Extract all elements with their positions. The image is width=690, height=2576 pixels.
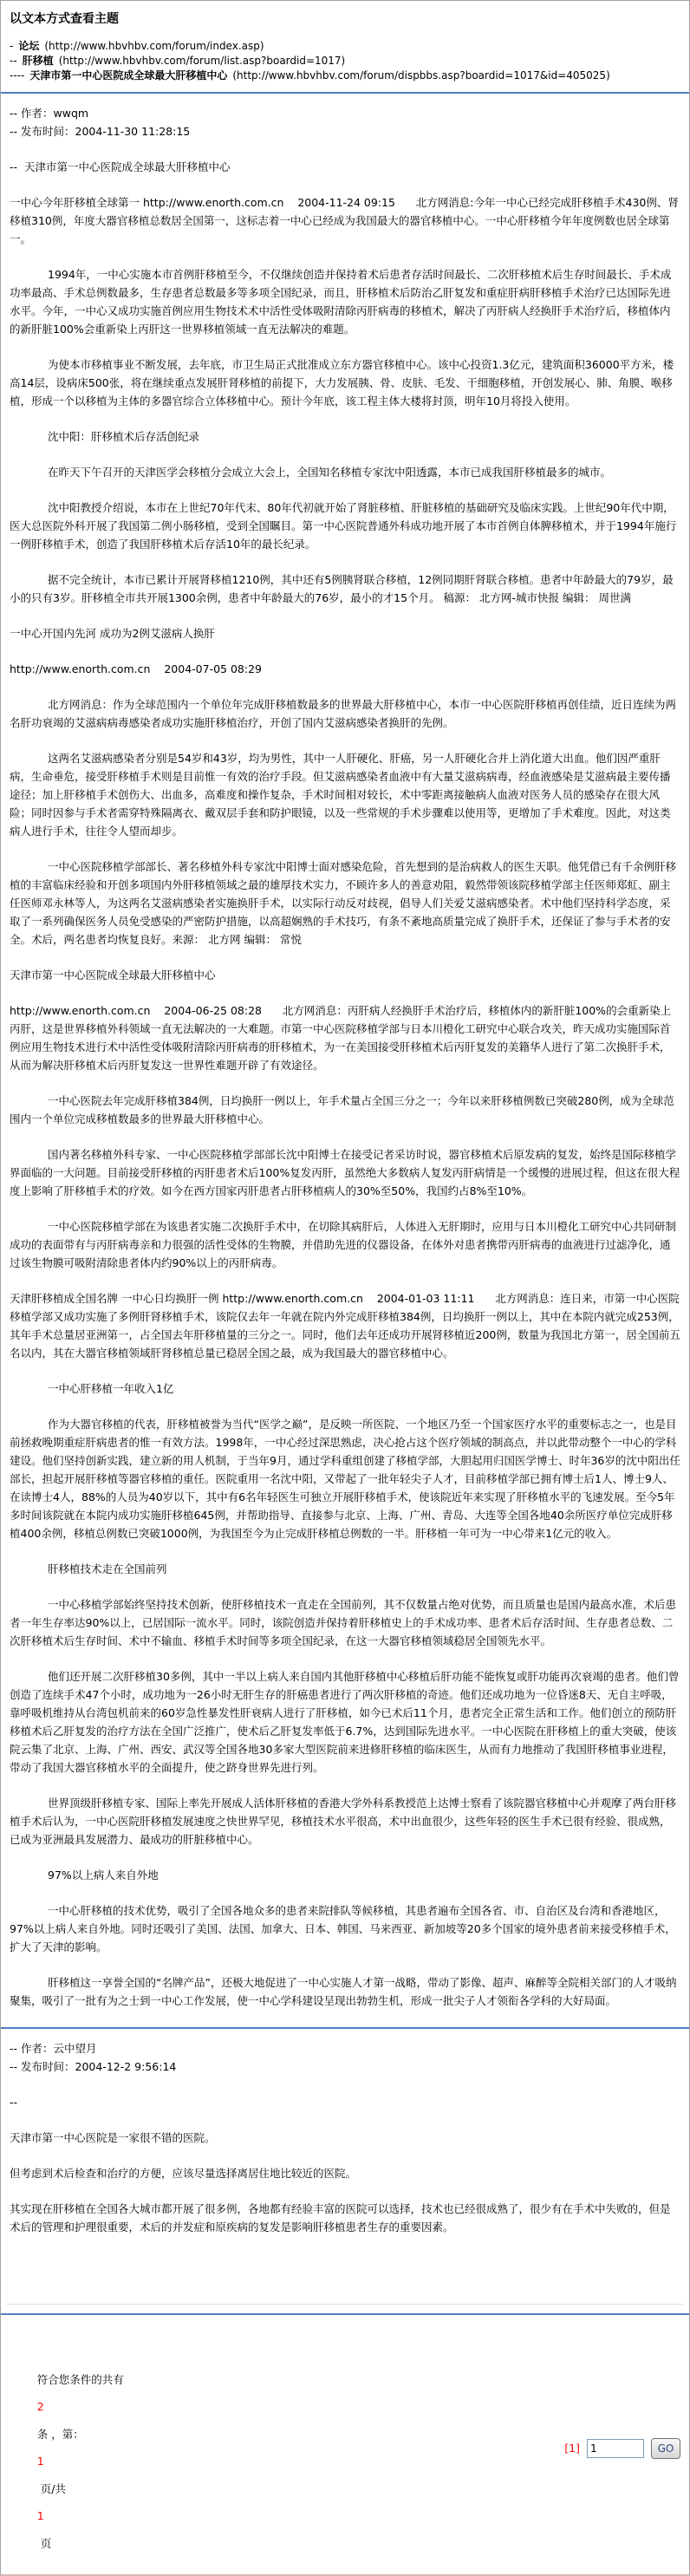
breadcrumb-item bbox=[10, 68, 680, 83]
paragraph: 一中心开国内先河 成功为2例艾滋病人换肝 bbox=[10, 627, 215, 640]
post-body bbox=[8, 2093, 682, 2236]
divider-line bbox=[1, 2027, 689, 2029]
breadcrumb-prefix: ---- bbox=[10, 69, 25, 82]
paragraph: 一中心医院移植学部部长、著名移植外科专家沈中阳博士面对感染危险，首先想到的是治病救人的医生天职。他凭借已有千余例肝移植的丰富临床经验和开创多项国内外肝移植领域之最的雄厚技术实力，不顾许多人的善意劝阻，毅然带领该院移植学部主任医师郑虹、副主任医师邓永林等人，为这两名艾滋病感染者实施换肝手术，以实际行动反对歧视，倡导人们关爱艾滋病感染者。术中他们坚持科学态度，采取了一系列确保医务人员免受感染的严密防护措施，以高超娴熟的手术技巧，有条不紊地高质量完成了换肝手术，还保证了参与手术者的安全。术后，两名患者均恢复良好。来源： 北方网 编辑： 常悦 bbox=[10, 860, 677, 946]
paragraph: 一中心医院去年完成肝移植384例，日均换肝一例以上，年手术量占全国三分之一；今年以来肝移植例数已突破280例，成为全球范围内一个单位完成移植数最多的世界最大肝移植中心。 bbox=[10, 1094, 674, 1125]
paragraph: 一中心移植学部始终坚持技术创新，使肝移植技术一直走在全国前列，其不仅数量占绝对优势，而且质量也是国内最高水准，术后患者一年生存率达90%以上，已居国际一流水平。同时，该院创造并保持着肝移植史上的手术成功率、患者术后存活时间、生存患者总数、二次肝移植术后生存时间、术中不输血、移植手术时间等多项全国纪录，在这一大器官移植领域稳居全国领先水平。 bbox=[10, 1598, 677, 1647]
paragraph: -- bbox=[10, 2096, 18, 2109]
breadcrumb-item bbox=[10, 54, 680, 68]
paragraph: 一中心肝移植一年收入1亿 bbox=[48, 1382, 174, 1395]
post-author-line: -- 作者：云中望月 bbox=[10, 2042, 97, 2055]
page-number-link[interactable]: [1] bbox=[564, 2442, 580, 2455]
paragraph: 世界顶级肝移植专家、国际上率先开展成人活体肝移植的香港大学外科系教授范上达博士察看了该院器官移植中心并观摩了两台肝移植手术后认为，一中心医院肝移植发展速度之快世界罕见，移植技术水平很高，术中出血很少，这些年轻的医生手术已很有经验、很成熟，已成为亚洲最具发展潜力、最成功的肝脏移植中心。 bbox=[10, 1797, 677, 1846]
post-area-bottom-edge bbox=[6, 2253, 684, 2305]
breadcrumb-url: (http://www.hbvhbv.com/forum/dispbbs.asp?boardid=1017&id=405025) bbox=[232, 69, 610, 82]
page-title: 以文本方式查看主题 bbox=[10, 12, 119, 26]
breadcrumb-item bbox=[10, 39, 680, 54]
post-time-line: -- 发布时间：2004-12-2 9:56:14 bbox=[10, 2060, 177, 2073]
paragraph: 在昨天下午召开的天津医学会移植分会成立大会上，全国知名移植专家沈中阳透露，本市已成我国肝移植最多的城市。 bbox=[48, 466, 612, 479]
result-summary bbox=[10, 2332, 124, 2564]
go-button[interactable]: GO bbox=[651, 2438, 680, 2459]
post-1 bbox=[8, 104, 682, 2010]
breadcrumb-link[interactable]: 天津市第一中心医院成全球最大肝移植中心 bbox=[29, 69, 228, 82]
breadcrumb bbox=[8, 39, 682, 83]
breadcrumb-prefix: - bbox=[10, 40, 14, 52]
breadcrumb-prefix: -- bbox=[10, 55, 17, 67]
paragraph: 但考虑到术后检查和治疗的方便，应该尽量选择离居住地比较近的医院。 bbox=[10, 2167, 357, 2180]
paragraph: -- 天津市第一中心医院成全球最大肝移植中心 bbox=[10, 160, 231, 173]
paragraph: 北方网消息：作为全球范围内一个单位年完成肝移植数最多的世界最大肝移植中心，本市一中心医院肝移植再创佳绩，近日连续为两名肝功衰竭的艾滋病病毒感染者成功实施肝移植治疗，开创了国内艾滋病感染者换肝的先例。 bbox=[10, 698, 677, 729]
paragraph: 肝移植这一享誉全国的“名牌产品”，还极大地促进了一中心实施人才第一战略，带动了影像、超声、麻醉等全院相关部门的人才吸纳聚集，吸引了一批有为之士到一中心工作发展，使一中心学科建设呈现出勃勃生机，形成一批尖子人才领衔各学科的大好局面。 bbox=[10, 1976, 677, 2007]
breadcrumb-link[interactable]: 论坛 bbox=[18, 40, 40, 52]
summary-segment: 2 bbox=[36, 2400, 44, 2413]
paragraph: 据不完全统计，本市已累计开展肾移植1210例，其中还有5例胰肾联合移植，12例同期肝肾联合移植。患者中年龄最大的79岁，最小的只有3岁。肝移植全市共开展1300余例，患者中年龄最大的76岁，最小的才15个月。 稿源： 北方网-城市快报 编辑： 周世满 bbox=[10, 573, 674, 604]
paragraph: 这两名艾滋病感染者分别是54岁和43岁，均为男性，其中一人肝硬化、肝癌，另一人肝硬化合并上消化道大出血。他们因严重肝病，生命垂危，接受肝移植手术则是目前惟一有效的治疗手段。但艾滋病感染者血液中有大量艾滋病病毒，经血液感染是艾滋病最主要传播途径；加上肝移植手术创伤大、出血多，高难度和操作复杂，手术时间相对较长，术中零距离接触病人血液对医务人员的感染存在很大风险；同时因参与手术者需穿特殊隔离衣、戴双层手套和防护眼镜，以及一些常规的手术步骤难以使用等，更增加了手术难度。因此，对这类病人进行手术，往往令人望而却步。 bbox=[10, 752, 671, 838]
breadcrumb-link[interactable]: 肝移植 bbox=[22, 55, 54, 67]
paragraph: 沈中阳：肝移植术后存活创纪录 bbox=[48, 430, 200, 443]
post-2 bbox=[8, 2039, 682, 2236]
breadcrumb-url: (http://www.hbvhbv.com/forum/list.asp?boardid=1017) bbox=[58, 55, 346, 67]
paragraph: 天津市第一中心医院成全球最大肝移植中心 bbox=[10, 968, 216, 981]
paragraph: 一中心医院移植学部在为该患者实施二次换肝手术中，在切除其病肝后，人体进入无肝期时，应用与日本川橙化工研究中心共同研制成功的表面带有与丙肝病毒亲和力很强的活性受体的生物膜，并借助先进的仪器设备，在体外对患者携带丙肝病毒的血液进行过滤净化，通过该生物膜可吸附清除患者体内约90%以上的丙肝病毒。 bbox=[10, 1220, 677, 1269]
page-input[interactable] bbox=[587, 2439, 644, 2458]
pagination bbox=[564, 2438, 680, 2459]
divider-line bbox=[1, 2313, 689, 2315]
paragraph: 一中心今年肝移植全球第一 http://www.enorth.com.cn 2004-11-24 09:15 北方网消息:今年一中心已经完成肝移植手术430例、肾移植310例，年度大器官移植总数居全国第一，这标志着一中心已经成为我国最大的器官移植中心。一中心肝移植今年年度例数也居全球第一。 bbox=[10, 196, 679, 245]
paragraph: http://www.enorth.com.cn 2004-07-05 08:29 bbox=[10, 662, 262, 675]
summary-segment: 1 bbox=[36, 2509, 44, 2522]
summary-segment: 符合您条件的共有 bbox=[36, 2373, 124, 2386]
summary-segment: 页 bbox=[36, 2537, 52, 2550]
paragraph: 97%以上病人来自外地 bbox=[48, 1868, 159, 1881]
paragraph: 他们还开展二次肝移植30多例，其中一半以上病人来自国内其他肝移植中心移植后肝功能不能恢复或肝功能再次衰竭的患者。他们曾创造了连续手术47个小时，成功地为一26小时无肝生存的肝癌患者进行了两次肝移植的奇迹。他们还成功地为一位昏迷8天、无自主呼吸，靠呼吸机维持从台湾包机前来的60岁急性暴发性肝衰病人进行了肝移植，如今已术后11个月，患者完全正常生活和工作。他们创立的预防肝移植术后乙肝复发的治疗方法在全国广泛推广，使术后乙肝复发率低于6.7%，达到国际先进水平。一中心医院在肝移植上的重大突破，使该院云集了北京、上海、广州、西安、武汉等全国各地30多家大型医院前来进修肝移植的临床医生，从而有力地推动了我国肝移植事业进程，带动了我国大器官移植水平的全面提升，使之跻身世界先进行列。 bbox=[10, 1670, 680, 1774]
summary-segment: 1 bbox=[36, 2455, 44, 2468]
paragraph: 其实现在肝移植在全国各大城市都开展了很多例，各地都有经验丰富的医院可以选择，技术也已经很成熟了，很少有在手术中失败的，但是术后的管理和护理很重要，术后的并发症和原疾病的复发是影响肝移植患者生存的重要因素。 bbox=[10, 2202, 671, 2234]
paragraph: 为使本市移植事业不断发展，去年底，市卫生局正式批准成立东方器官移植中心。该中心投资1.3亿元，建筑面积36000平方米，楼高14层，设病床500张，将在继续重点发展肝肾移植的前提下，大力发展胰、骨、皮肤、毛发、干细胞移植，开创发展心、肺、角膜、喉移植，形成一个以移植为主体的多器官综合立体移植中心。预计今年底，该工程主体大楼将封顶，明年10月将投入使用。 bbox=[10, 358, 674, 408]
paragraph: 沈中阳教授介绍说，本市在上世纪70年代末、80年代初就开始了肾脏移植、肝脏移植的基础研究及临床实践。上世纪90年代中期，医大总医院外科开展了我国第二例小肠移植，受到全国瞩目。第一中心医院普通外科成功地开展了本市首例自体脾移植术，并于1994年施行一例肝移植手术，创造了我国肝移植术后存活10年的最长纪录。 bbox=[10, 501, 677, 551]
paragraph: 天津市第一中心医院是一家很不错的医院。 bbox=[10, 2131, 216, 2144]
post-author-line: -- 作者：wwqm bbox=[10, 107, 89, 120]
footer bbox=[8, 2325, 682, 2574]
paragraph: 天津肝移植成全国名牌 一中心日均换肝一例 http://www.enorth.com.cn 2004-01-03 11:11 北方网消息：连日来，市第一中心医院移植学部又成功实施了多例肝肾移植手术，该院仅去年一年就在院内外完成肝移植384例，日均换肝一例以上，其中在本院内就完成253例，其年手术总量居亚洲第一，占全国去年肝移植量的三分之一。同时，他们去年还成功开展肾移植近200例，数量为我国北方第一，居全国前五名以内，其在大器官移植领域肝肾移植总量已稳居全国之最，成为我国最大的器官移植中心。 bbox=[10, 1292, 680, 1360]
summary-segment: 页/共 bbox=[36, 2482, 69, 2495]
paragraph: 一中心肝移植的技术优势，吸引了全国各地众多的患者来院排队等候移植，其患者遍布全国各省、市、自治区及台湾和香港地区，97%以上病人来自外地。同时还吸引了美国、法国、加拿大、日本、韩国、马来西亚、新加坡等20多个国家的境外患者前来接受移植手术，扩大了天津的影响。 bbox=[10, 1904, 676, 1953]
post-body bbox=[8, 158, 682, 2010]
summary-segment: 条 ，第： bbox=[36, 2428, 84, 2441]
paragraph: 肝移植技术走在全国前列 bbox=[48, 1562, 167, 1575]
divider-line bbox=[1, 92, 689, 94]
post-time-line: -- 发布时间：2004-11-30 11:28:15 bbox=[10, 125, 191, 138]
paragraph: 1994年，一中心实施本市首例肝移植至今，不仅继续创造并保持着术后患者存活时间最长、二次肝移植术后生存时间最长、手术成功率最高、手术总例数最多，生存患者总数最多等多项全国纪录，而且，肝移植术后防治乙肝复发和重症肝病肝移植手术治疗已达国际先进水平。今年，一中心又成功实施首例应用生物技术术中活性受体吸附清除丙肝病毒的移植术，解决了丙肝病人经换肝手术治疗后，移植体内的新肝脏100%会重新染上丙肝这一世界移植领域一直无法解决的难题。 bbox=[10, 268, 672, 336]
breadcrumb-url: (http://www.hbvhbv.com/forum/index.asp) bbox=[44, 40, 264, 52]
paragraph: 作为大器官移植的代表，肝移植被誉为当代“医学之巅”，是反映一所医院、一个地区乃至一个国家医疗水平的重要标志之一，也是目前拯救晚期重症肝病患者的惟一有效方法。1998年，一中心经过深思熟虑，决心抢占这个医疗领域的制高点，并以此带动整个一中心的学科建设。他们坚持创新实践，建立新的用人机制，于当年9月，通过学科重组创建了移植学部，大胆起用归国医学博士、时年36岁的沈中阳出任部长，担起开展肝移植等器官移植的重任。医院重用一名沈中阳，又带起了一批年轻尖子人才，目前移植学部已拥有博士后1人、博士9人、在读博士4人，88%的人员为40岁以下，其中有6名年轻医生可独立开展肝移植手术，使该院近年来实现了肝移植水平的飞速发展。至今5年多时间该院就在本院内成功实施肝移植645例，并帮助指导、直接参与北京、上海、广州、青岛、大连等全国各地40余所医疗单位完成肝移植400余例，移植总例数已突破1000例，为我国至今为止完成肝移植总例数的一半。肝移植一年可为一中心带来1亿元的收入。 bbox=[10, 1418, 680, 1540]
paragraph: 国内著名移植外科专家、一中心医院移植学部部长沈中阳博士在接受记者采访时说，器官移植术后原发病的复发，始终是国际移植学界面临的一大问题。目前接受肝移植的丙肝患者术后100%复发丙肝，虽然绝大多数病人复发丙肝病情是一个缓慢的进展过程，但这在很大程度上影响了肝移植手术的疗效。如今在西方国家丙肝患者占肝移植病人的30%至50%，我国约占8%至10%。 bbox=[10, 1148, 680, 1197]
paragraph: http://www.enorth.com.cn 2004-06-25 08:28 北方网消息：丙肝病人经换肝手术治疗后，移植体内的新肝脏100%的会重新染上丙肝，这是世界移植外科领域一直无法解决的一大难题。市第一中心医院移植学部与日本川橙化工研究中心联合攻关，昨天成功实施国际首例应用生物技术进行术中活性受体吸附清除丙肝病毒的肝移植术，为一在美国接受肝移植术后丙肝复发的美籍华人进行了第二次换肝手术，从而为解决肝移植术后丙肝复发这一世界性难题开辟了有效途径。 bbox=[10, 1004, 672, 1072]
